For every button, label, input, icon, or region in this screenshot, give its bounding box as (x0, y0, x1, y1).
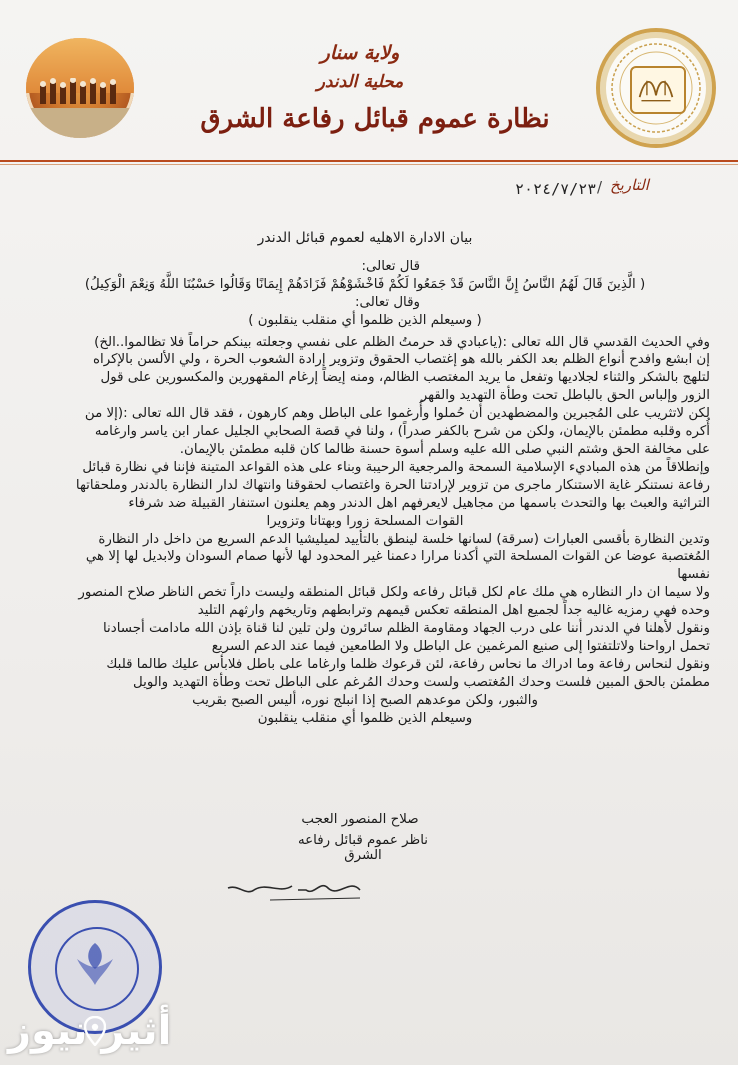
body-line: ونقول لأهلنا في الدندر أننا على درب الجهاد ومقاومة الظلم سائرون ولن تلين لنا قناة بإذن الله مادامت أجسادنا (102, 621, 710, 637)
watermark-logo-text: أثير نيوز (8, 1008, 172, 1054)
signatory-title: ناظر عموم قبائل رفاعه الشرق (297, 833, 429, 863)
header-title: نظارة عموم قبائل رفاعة الشرق (200, 104, 550, 134)
body-line: المُغتصبة عوضا عن القوات المسلحة التي أكدنا مرارا دعمنا غير المحدود لها لأنها صمام السودان ولابديل لها إلا هي (85, 549, 710, 565)
calligraphy-icon (632, 68, 680, 108)
body-line: التراثية والعبث بها والتحدث باسمها من مجاهيل لايعرفهم اهل الدندر وهم يعلنون استنفار القبيلة ضد شرفاء (128, 495, 710, 511)
body-line: تحمل ارواحنا ولاتلتفتوا إلى صنيع المرغمين عل الباطل ولا الطامعين فيما عند الدعم السريع (211, 638, 710, 654)
body-line: على مخالفة الحق وشتم النبي صلى الله عليه وسلم أسوة حسنة ظالما كان قلبه مطمئن بالإيمان. (179, 441, 710, 457)
signatory-name: صلاح المنصور العجب (301, 812, 419, 827)
body-line: أُكره وقلبه مطمئن بالإيمان، ولكن من شرح بالكفر صدراً) ، ولنا في قصة الصحابي الجليل عمار ابن ياسر وارغامه (94, 424, 710, 440)
calligraphy-seal-logo (596, 28, 716, 148)
body-line: نفسها (677, 567, 710, 583)
handwritten-signature (210, 868, 370, 916)
body-line: وتدين النظارة بأقسى العبارات (سرقة) لسانها خلسة لينطق بالتأييد لميليشيا الدعم السريع من داخل دار النظارة (98, 531, 710, 547)
body-line: مطمئن بالحق المبين فلست وحدك المُغتصب ولست وحدك المُرغم على الباطل تحت وطأة التهديد والويل (133, 674, 710, 690)
body-line: وحده فهي رمزيه غاليه جداً لجميع اهل المنطقه تعكس قيمهم وترابطهم وتاريخهم وارثهم التليد (197, 603, 710, 619)
body-line: وسيعلم الذين ظلموا أي منقلب ينقلبون (257, 710, 473, 726)
body-line: لكن لاتثريب على المُجبرين والمضطهدين أن حُملوا وأُرغموا على الباطل وهم كارهون ، فقد قال الله تعالى :(إلا من (84, 406, 710, 422)
statement-body (20, 222, 710, 727)
body-line: وفي الحديث القدسي قال الله تعالى :(ياعبادي قد حرمتُ الظلم على نفسي وجعلته بينكم حراماً فلا تظالموا..الخ) (94, 334, 710, 350)
body-line: إن ابشع وافدح أنواع الظلم بعد الكفر بالله هو إغتصاب الحقوق وتزوير إرادة الشعوب الحرة ، ولي الألسن بالإكراه (93, 352, 710, 368)
body-line: لتلهج بالشكر والثناء لجلاديها وتفعل ما يريد المغتصب الظالم، ومنه إيضاً إرغام المقهورين والمكسورين على قول (100, 370, 710, 386)
body-line: وقال تعالى: (355, 294, 420, 310)
secretary-bird-emblem-icon (65, 935, 125, 995)
body-line: ( الَّذِينَ قَالَ لَهُمُ النَّاسُ إِنَّ النَّاسَ قَدْ جَمَعُوا لَكُمْ فَاخْشَوْهُمْ فَزَادَهُمْ إِيمَانًا وَقَالُوا حَسْبُنَا اللَّهُ وَنِعْمَ الْوَكِيلُ) (84, 276, 646, 292)
horsemen-icon (36, 78, 124, 108)
body-line: الزور وإلباس الحق بالباطل تحت وطأة التهديد والقهر (420, 388, 710, 404)
body-line: ( وسيعلم الذين ظلموا أي منقلب ينقلبون ) (248, 312, 482, 328)
body-line: ولا سيما ان دار النظاره هي ملك عام لكل قبائل رفاعه ولكل قبائل المنطقه وليست داراً تخص الناظر صلاح المنصور (78, 585, 710, 601)
body-line: القوات المسلحة زورا وبهتانا وتزويرا (266, 513, 464, 529)
body-line: رفاعة نستنكر غاية الاستنكار ماجرى من تزوير لإرادتنا الحرة واغتصاب لحقوقنا وانتهاك لدار النظارة بالدندر وملحقاتها (75, 477, 710, 493)
body-line: والثبور، ولكن موعدهم الصبح إذا انبلج نوره، أليس الصبح بقريب (192, 692, 538, 708)
header-state: ولاية سنار (320, 42, 400, 64)
body-line: ونقول لنحاس رفاعة وما ادراك ما نحاس رفاعة، لئن قرعوك ظلما وارغاما على باطل فلابأس عليك طالما قلبك (106, 656, 710, 672)
date-label: التاريخ (610, 176, 649, 194)
header-divider-thin (0, 164, 738, 165)
body-line: قال تعالى: (361, 258, 420, 274)
header-locality: محلية الدندر (316, 72, 404, 92)
statement-heading: بيان الادارة الاهليه لعموم قبائل الدندر (257, 230, 473, 246)
header-divider (0, 160, 738, 162)
date-separator: / (597, 178, 603, 196)
body-line: وإنطلاقاً من هذه المباديء الإسلامية السمحة والمرجعية الرحيبة وبناء على هذه القواعد المتينة فإننا في نظارة قبائل (82, 459, 710, 475)
tribe-emblem-logo (26, 38, 134, 138)
date-value: ٢٠٢٤/٧/٢٣ (515, 180, 597, 198)
